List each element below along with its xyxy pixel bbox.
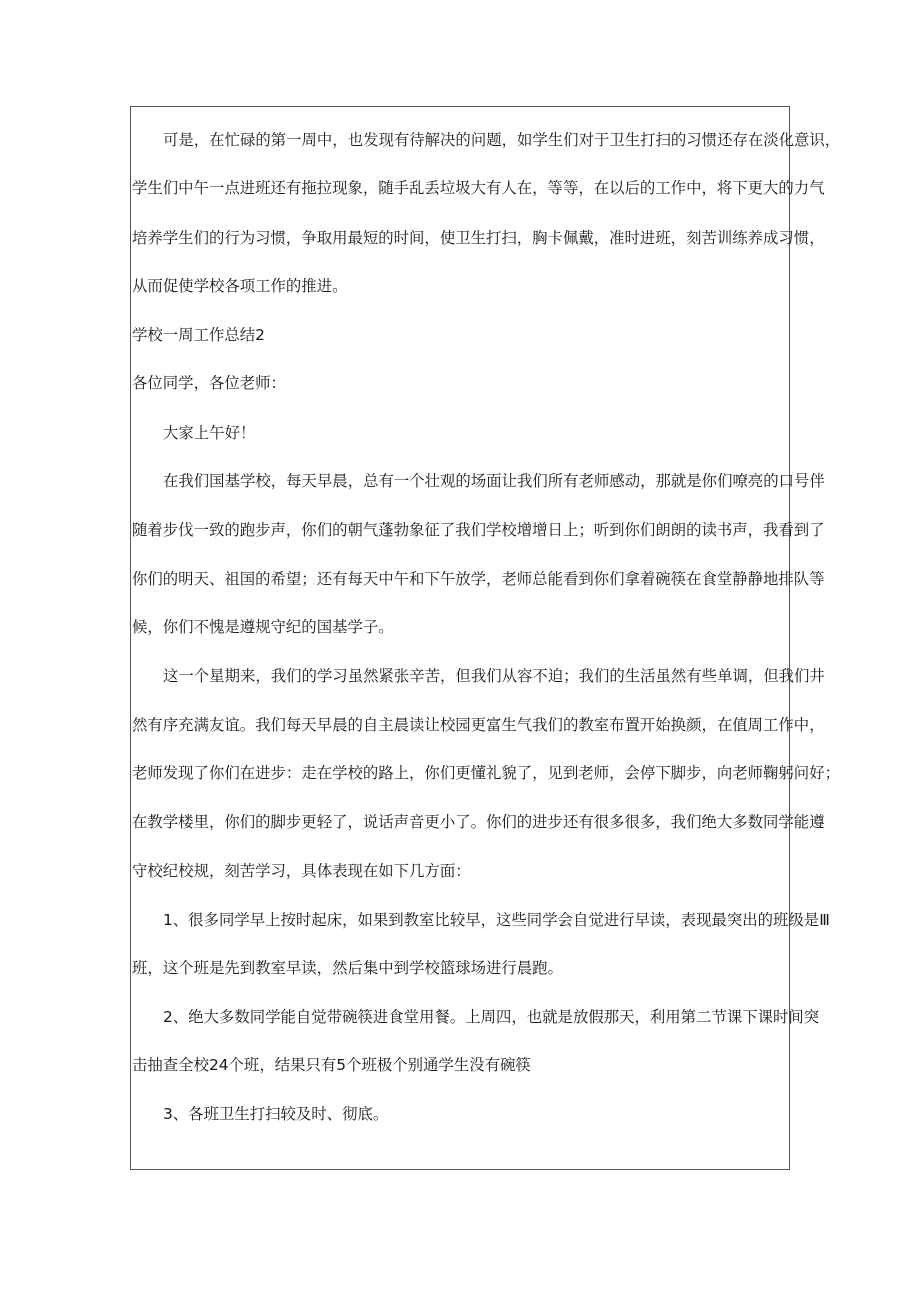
greeting: 大家上午好！ [163,424,256,442]
paragraph-line: 可是，在忙碌的第一周中，也发现有待解决的问题，如学生们对于卫生打扫的习惯还存在淡化意识， [163,131,841,149]
paragraph-line: 在我们国基学校，每天早晨，总有一个壮观的场面让我们所有老师感动，那就是你们嘹亮的口号伴 [163,472,825,490]
paragraph-line: 培养学生们的行为习惯，争取用最短的时间，使卫生打扫，胸卡佩戴，准时进班，刻苦训练养成习惯， [132,229,825,247]
paragraph-line: 这一个星期来，我们的学习虽然紧张辛苦，但我们从容不迫；我们的生活虽然有些单调，但我们井 [163,667,825,685]
paragraph-line: 在教学楼里，你们的脚步更轻了，说话声音更小了。你们的进步还有很多很多，我们绝大多数同学能遵 [132,813,825,831]
salutation: 各位同学，各位老师： [132,374,286,392]
list-item-line: 3、各班卫生打扫较及时、彻底。 [163,1105,389,1123]
list-item-line: 1、很多同学早上按时起床，如果到教室比较早，这些同学会自觉进行早读，表现最突出的班级是Ⅲ [163,911,830,929]
paragraph-line: 守校纪校规，刻苦学习，具体表现在如下几方面： [132,862,471,880]
list-item-line: 击抽查全校24个班，结果只有5个班极个别通学生没有碗筷 [132,1056,531,1074]
paragraph-line: 随着步伐一致的跑步声，你们的朝气蓬勃象征了我们学校增增日上；听到你们朗朗的读书声，我看到了 [132,521,825,539]
paragraph-line: 你们的明天、祖国的希望；还有每天中午和下午放学，老师总能看到你们拿着碗筷在食堂静静地排队等 [132,570,825,588]
paragraph-line: 老师发现了你们在进步：走在学校的路上，你们更懂礼貌了，见到老师，会停下脚步，向老师鞠躬问好； [132,764,840,782]
paragraph-line: 从而促使学校各项工作的推进。 [132,277,348,295]
paragraph-line: 候，你们不愧是遵规守纪的国基学子。 [132,618,394,636]
list-item-line: 班，这个班是先到教室早读，然后集中到学校篮球场进行晨跑。 [132,959,563,977]
paragraph-line: 然有序充满友谊。我们每天早晨的自主晨读让校园更富生气我们的教室布置开始换颜，在值周工作中， [132,716,825,734]
paragraph-line: 学生们中午一点进班还有拖拉现象，随手乱丢垃圾大有人在，等等，在以后的工作中，将下更大的力气 [132,179,825,197]
section-title: 学校一周工作总结2 [132,326,265,344]
list-item-line: 2、绝大多数同学能自觉带碗筷进食堂用餐。上周四，也就是放假那天，利用第二节课下课时间突 [163,1008,820,1026]
